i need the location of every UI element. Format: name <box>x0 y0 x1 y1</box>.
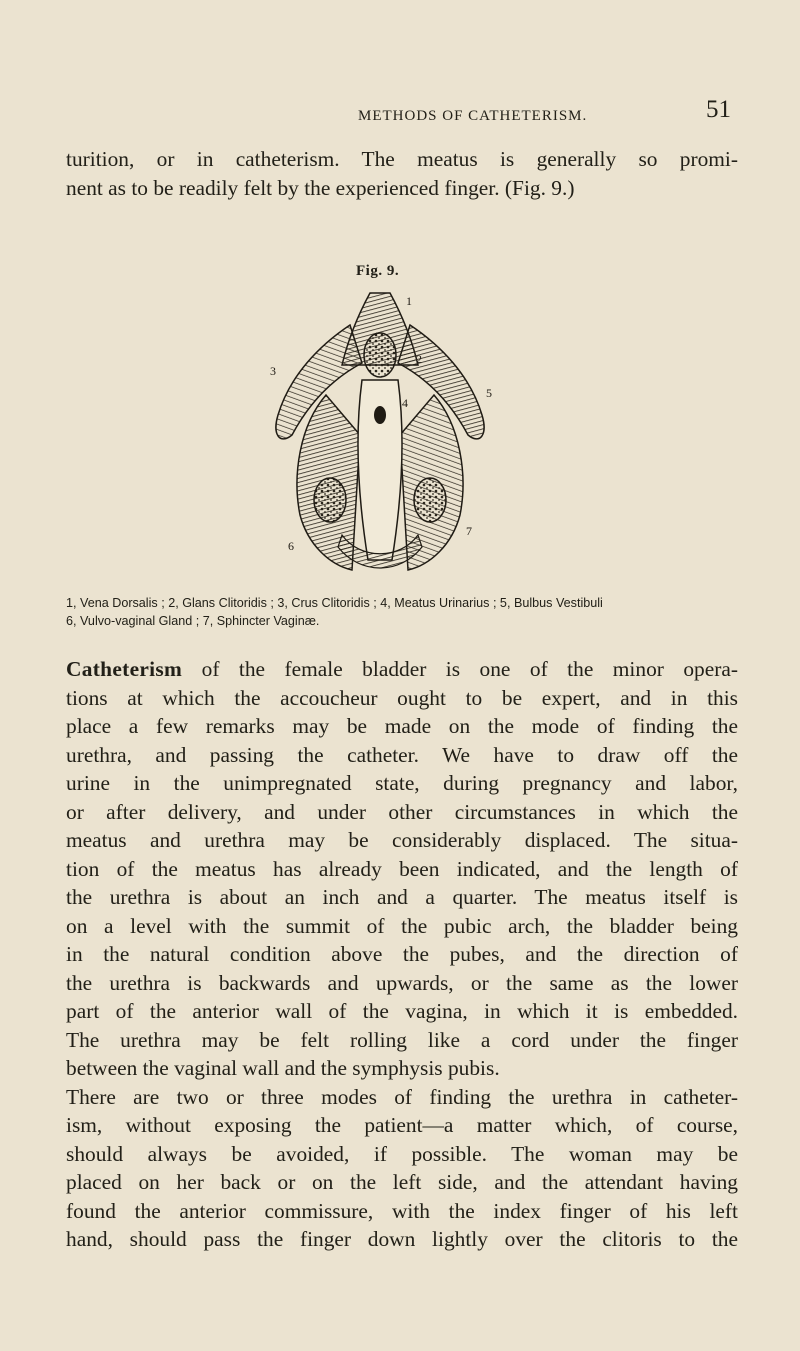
text-line: tions at which the accoucheur ought to be expert, and in this <box>66 685 738 710</box>
text-line <box>66 655 738 684</box>
text-line: the urethra is backwards and upwards, or the same as the lower <box>66 970 738 995</box>
figure-number: 1 <box>406 294 412 308</box>
text-line: should always be avoided, if possible. The woman may be <box>66 1141 738 1166</box>
text-line: in the natural condition above the pubes, and the direction of <box>66 942 738 966</box>
text-line: urine in the unimpregnated state, during pregnancy and labor, <box>66 771 738 795</box>
text-line: nent as to be readily felt by the experienced finger. (Fig. 9.) <box>66 175 575 200</box>
caption-line: 1, Vena Dorsalis ; 2, Glans Clitoridis ; 3, Crus Clitoridis ; 4, Meatus Urinarius ; 5, Bulbus Vestibuli <box>66 596 603 610</box>
text-line: ism, without exposing the patient—a matter which, of course, <box>66 1113 738 1137</box>
text-line: meatus and urethra may be considerably displaced. The situa- <box>66 828 738 852</box>
text-line: part of the anterior wall of the vagina, in which it is embedded. <box>66 999 738 1023</box>
text-line: on a level with the summit of the pubic arch, the bladder being <box>66 913 738 938</box>
text-line: place a few remarks may be made on the mode of finding the <box>66 714 738 738</box>
running-head <box>0 96 800 136</box>
figure-caption <box>66 594 746 630</box>
text-line: or after delivery, and under other circumstances in which the <box>66 799 738 824</box>
figure-number: 6 <box>288 539 294 553</box>
figure-label: Fig. 9. <box>356 263 400 279</box>
first-line-rest: of the female bladder is one of the minor opera- <box>182 657 738 681</box>
text-line: There are two or three modes of finding the urethra in catheter- <box>66 1084 738 1109</box>
glans-shape <box>364 333 396 377</box>
paragraph-continuation <box>66 145 738 202</box>
figure-number: 3 <box>270 364 276 378</box>
paragraph-catheterism <box>66 655 738 1254</box>
left-gland-shape <box>314 478 346 522</box>
figure-number: 5 <box>486 386 492 400</box>
caption-line: 6, Vulvo-vaginal Gland ; 7, Sphincter Vaginæ. <box>66 614 320 628</box>
page-number: 51 <box>706 96 731 123</box>
text-line: found the anterior commissure, with the index finger of his left <box>66 1198 738 1223</box>
lead-word: Catheterism <box>66 657 183 681</box>
meatus-shape <box>374 406 386 424</box>
text-line: the urethra is about an inch and a quarter. The meatus itself is <box>66 885 738 909</box>
text-line: tion of the meatus has already been indicated, and the length of <box>66 856 738 881</box>
running-head-title: METHODS OF CATHETERISM. <box>358 108 588 124</box>
figure-number: 2 <box>416 352 422 366</box>
figure-number: 7 <box>466 524 472 538</box>
text-line: between the vaginal wall and the symphysis pubis. <box>66 1056 500 1080</box>
text-line: turition, or in catheterism. The meatus is generally so promi- <box>66 147 738 171</box>
text-line: placed on her back or on the left side, and the attendant having <box>66 1170 738 1194</box>
figure-number: 4 <box>402 396 408 410</box>
anatomical-illustration <box>230 285 530 580</box>
text-line: hand, should pass the finger down lightly over the clitoris to the <box>66 1227 738 1251</box>
right-gland-shape <box>414 478 446 522</box>
text-line: urethra, and passing the catheter. We have to draw off the <box>66 742 738 767</box>
text-line: The urethra may be felt rolling like a cord under the finger <box>66 1027 738 1052</box>
